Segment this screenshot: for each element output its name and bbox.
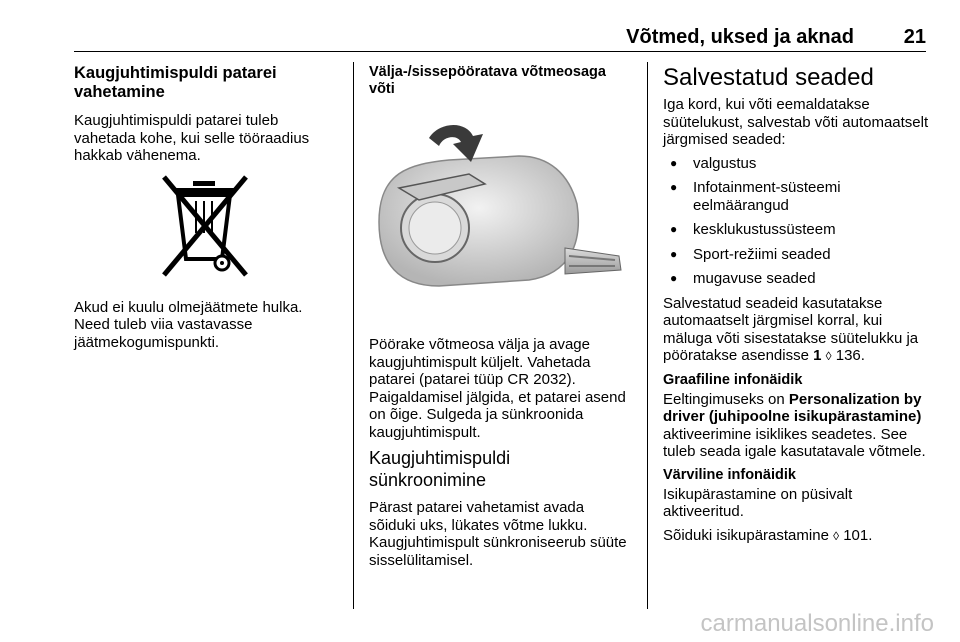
list-item: ● Infotainment-süsteemi eelmäärangud bbox=[663, 179, 931, 214]
paragraph: Isikupärastamine on püsivalt aktiveeritud. bbox=[663, 485, 853, 520]
subsection-heading: Graafiline infonäidik bbox=[663, 371, 803, 388]
paragraph bbox=[663, 527, 931, 546]
chapter-title: Võtmed, uksed ja aknad bbox=[626, 26, 854, 48]
column-key bbox=[369, 64, 631, 575]
text: Salvestatud seadeid kasutatakse automaatselt järgmisel korral, kui mäluga võti sisestatakse süütelukku ja pööratakse asendisse bbox=[663, 294, 919, 364]
column-saved-settings bbox=[663, 64, 931, 551]
subsection-heading: Kaugjuhtimispuldi sünkroonimine bbox=[369, 448, 511, 490]
page-ref[interactable]: 136. bbox=[831, 347, 865, 364]
paragraph: Akud ei kuulu olmejäätmete hulka. Need tuleb viia vastavasse jäätmekogumispunkti. bbox=[74, 298, 303, 351]
list-item: ● valgustus bbox=[663, 155, 931, 173]
page-number: 21 bbox=[903, 26, 926, 48]
page-ref[interactable]: 101. bbox=[839, 526, 873, 544]
watermark: carmanualsonline.info bbox=[700, 610, 934, 637]
paragraph: Iga kord, kui võti eemaldatakse süütelukust, salvestab võti automaatselt järgmised seaded: bbox=[663, 96, 929, 148]
text: Eeltingimuseks on bbox=[663, 390, 789, 408]
paragraph bbox=[663, 295, 931, 366]
page-ref-arrow-icon: ◊ bbox=[825, 349, 832, 363]
subsection-heading: Värviline infonäidik bbox=[663, 466, 796, 483]
page-ref-arrow-icon: ◊ bbox=[833, 528, 840, 543]
paragraph: Pärast patarei vahetamist avada sõiduki uks, lükates võtme lukku. Kaugjuhtimispult sünkroniseerub süüte sisselülitamisel. bbox=[369, 499, 627, 569]
text: aktiveerimine isiklikes seadetes. See tuleb seada igale kasutatavale võtmele. bbox=[663, 425, 926, 460]
settings-list bbox=[663, 155, 931, 288]
key-battery-figure bbox=[369, 104, 631, 320]
paragraph bbox=[663, 391, 931, 461]
column-divider bbox=[647, 62, 648, 609]
section-title: Salvestatud seaded bbox=[663, 64, 874, 91]
paragraph: Kaugjuhtimispuldi patarei tuleb vahetada kohe, kui selle tööraadius hakkab vähenema. bbox=[74, 112, 310, 164]
section-heading: Kaugjuhtimispuldi patarei vahetamine bbox=[74, 64, 277, 101]
crossed-bin-icon bbox=[160, 175, 250, 279]
list-item: ● kesklukustussüsteem bbox=[663, 221, 931, 239]
position-ref: 1 bbox=[813, 347, 822, 364]
section-heading: Välja-/sissepööratava võtmeosaga võti bbox=[369, 64, 606, 97]
column-battery bbox=[74, 64, 336, 357]
column-divider bbox=[353, 62, 354, 609]
list-item: ● mugavuse seaded bbox=[663, 270, 931, 288]
page-header bbox=[74, 25, 926, 52]
bold-term: Personalization by driver (juhipoolne isikupärastamine) bbox=[663, 390, 922, 425]
list-item: ● Sport-režiimi seaded bbox=[663, 246, 931, 264]
paragraph: Pöörake võtmeosa välja ja avage kaugjuhtimispult küljelt. Vahetada patarei (patarei tüüp CR 2032). Paigaldamisel jälgida, et patarei asend on õige. Sulgeda ja sünkroonida kaugjuhtimispult. bbox=[369, 336, 626, 441]
text: Sõiduki isikupärastamine bbox=[663, 526, 834, 544]
